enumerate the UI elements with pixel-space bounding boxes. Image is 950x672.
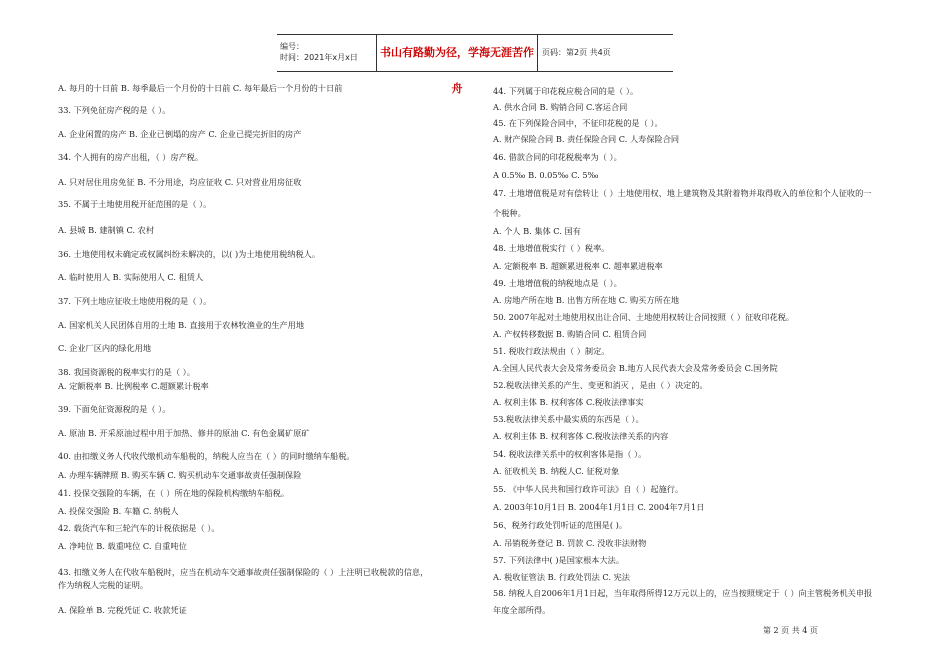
- right-question-line: A. 税收征管法 B. 行政处罚法 C. 宪法: [493, 572, 630, 582]
- right-question-line: 54. 税收法律关系中的权利客体是指（ ）。: [493, 449, 647, 459]
- header-page-label: 页码：第2页 共4页: [542, 48, 611, 57]
- left-question-line: A. 只对居住用房免征 B. 不分用途，均应征收 C. 只对营业用房征收: [58, 177, 302, 187]
- time-label: 时间：2021年x月x日: [280, 53, 358, 62]
- right-question-line: 年度全部所得。: [493, 605, 551, 615]
- left-question-line: C. 企业厂区内的绿化用地: [58, 343, 152, 353]
- left-question-line: 作为纳税人完税的证明。: [58, 580, 149, 590]
- left-question-line: 38. 我国资源税的税率实行的是（ ）。: [58, 367, 195, 377]
- left-question-line: A. 每月的十日前 B. 每季最后一个月份的十日前 C. 每年最后一个月份的十日前: [58, 83, 343, 93]
- left-question-line: 42. 载货汽车和三轮汽车的计税依据是（ ）。: [58, 523, 220, 533]
- left-question-line: 37. 下列土地应征收土地使用税的是（ ）。: [58, 296, 212, 306]
- left-question-line: A. 净吨位 B. 载重吨位 C. 自重吨位: [58, 541, 187, 551]
- page-footer: 第 2 页 共 4 页: [763, 626, 818, 635]
- right-question-line: A. 财产保险合同 B. 责任保险合同 C. 人寿保险合同: [493, 134, 680, 144]
- header-motto: 书山有路勤为径，学海无涯苦作舟: [377, 35, 538, 71]
- right-question-line: A. 吊销税务登记 B. 罚款 C. 没收非法财物: [493, 538, 647, 548]
- left-question-line: A. 原油 B. 开采原油过程中用于加热、修井的原油 C. 有色金属矿原矿: [58, 428, 310, 438]
- right-question-line: 个税种。: [493, 208, 526, 218]
- right-question-line: 50. 2007年起对土地使用权出让合同、土地使用权转让合同按照（ ）征收印花税。: [493, 312, 795, 322]
- right-question-line: A. 征收机关 B. 纳税人C. 征税对象: [493, 466, 620, 476]
- left-question-line: A. 企业闲置的房产 B. 企业已倒塌的房产 C. 企业已提完折旧的房产: [58, 129, 302, 139]
- right-question-line: A. 定额税率 B. 超额累进税率 C. 超率累进税率: [493, 261, 663, 271]
- left-question-line: 40. 由扣缴义务人代收代缴机动车船税的，纳税人应当在（ ）的同时缴纳车船税。: [58, 451, 355, 461]
- right-question-line: 57. 下列法律中( )是国家根本大法。: [493, 555, 625, 565]
- left-question-line: A. 办理车辆牌照 B. 购买车辆 C. 购买机动车交通事故责任强制保险: [58, 470, 302, 480]
- right-question-line: A. 权利主体 B. 权利客体 C.税收法律关系的内容: [493, 431, 669, 441]
- left-question-line: 43. 扣缴义务人在代收车船税时，应当在机动车交通事故责任强制保险的（ ）上注明已收税款的信息，: [58, 567, 429, 577]
- right-question-line: 55. 《中华人民共和国行政许可法》自（ ）起施行。: [493, 484, 684, 494]
- right-question-line: 51. 税收行政法规由（ ）制定。: [493, 346, 610, 356]
- right-question-line: 48. 土地增值税实行（ ）税率。: [493, 243, 610, 253]
- right-question-line: A. 房地产所在地 B. 出售方所在地 C. 购买方所在地: [493, 295, 680, 305]
- right-question-line: 53.税收法律关系中最实质的东西是（ ）。: [493, 414, 644, 424]
- right-question-line: A. 2003年10月1日 B. 2004年1月1日 C. 2004年7月1日: [493, 502, 705, 512]
- right-question-line: 46. 借款合同的印花税税率为（ ）。: [493, 152, 622, 162]
- left-question-line: 36. 土地使用权未确定或权属纠纷未解决的，以( )为土地使用税纳税人。: [58, 249, 321, 259]
- right-question-line: 52.税收法律关系的产生、变更和消灭 ，是由（ ）决定的。: [493, 380, 708, 390]
- right-question-line: 58. 纳税人自2006年1月1日起，当年取得所得12万元以上的，应当按照规定于（ ）向主管税务机关申报: [493, 588, 873, 598]
- right-question-line: A. 供水合同 B. 购销合同 C.客运合同: [493, 102, 628, 112]
- left-question-line: A. 临时使用人 B. 实际使用人 C. 租赁人: [58, 272, 204, 282]
- left-question-line: 41. 投保交强险的车辆，在（ ）所在地的保险机构缴纳车船税。: [58, 488, 290, 498]
- right-question-line: 45. 在下列保险合同中，不征印花税的是（ ）。: [493, 118, 663, 128]
- right-question-line: 56、税务行政处罚听证的范围是( )。: [493, 520, 628, 530]
- left-question-line: A. 投保交强险 B. 车籍 C. 纳税人: [58, 506, 179, 516]
- right-question-line: A. 个人 B. 集体 C. 国有: [493, 226, 581, 236]
- left-question-line: A. 县城 B. 建制镇 C. 农村: [58, 225, 155, 235]
- left-question-line: A. 国家机关人民团体自用的土地 B. 直接用于农林牧渔业的生产用地: [58, 320, 305, 330]
- right-question-line: A.全国人民代表大会及常务委员会 B.地方人民代表大会及常务委员会 C.国务院: [493, 363, 778, 373]
- number-label: 编号：: [280, 42, 304, 51]
- left-question-line: 33. 下列免征房产税的是（ ）。: [58, 105, 171, 115]
- left-question-line: 39. 下面免征资源税的是（ ）。: [58, 404, 171, 414]
- right-question-line: 44. 下列属于印花税应税合同的是（ ）。: [493, 86, 639, 96]
- right-question-line: A 0.5‰ B. 0.05‰ C. 5‰: [493, 170, 599, 180]
- left-question-line: 34. 个人拥有的房产出租，（ ）房产税。: [58, 152, 204, 162]
- right-question-line: 47. 土地增值税是对有偿转让（ ）土地使用权、地上建筑物及其附着物并取得收入的单位和个人征收的一: [493, 188, 872, 198]
- left-question-line: 35. 不属于土地使用税开征范围的是（ ）。: [58, 199, 212, 209]
- right-question-line: 49. 土地增值税的纳税地点是（ ）。: [493, 278, 622, 288]
- header-info: [277, 35, 377, 71]
- left-question-line: A. 保险单 B. 完税凭证 C. 收款凭证: [58, 605, 187, 615]
- right-question-line: A. 产权转移数据 B. 购销合同 C. 租赁合同: [493, 329, 647, 339]
- right-question-line: A. 权利主体 B. 权利客体 C.税收法律事实: [493, 397, 644, 407]
- left-question-line: A. 定额税率 B. 比例税率 C.超额累计税率: [58, 381, 209, 391]
